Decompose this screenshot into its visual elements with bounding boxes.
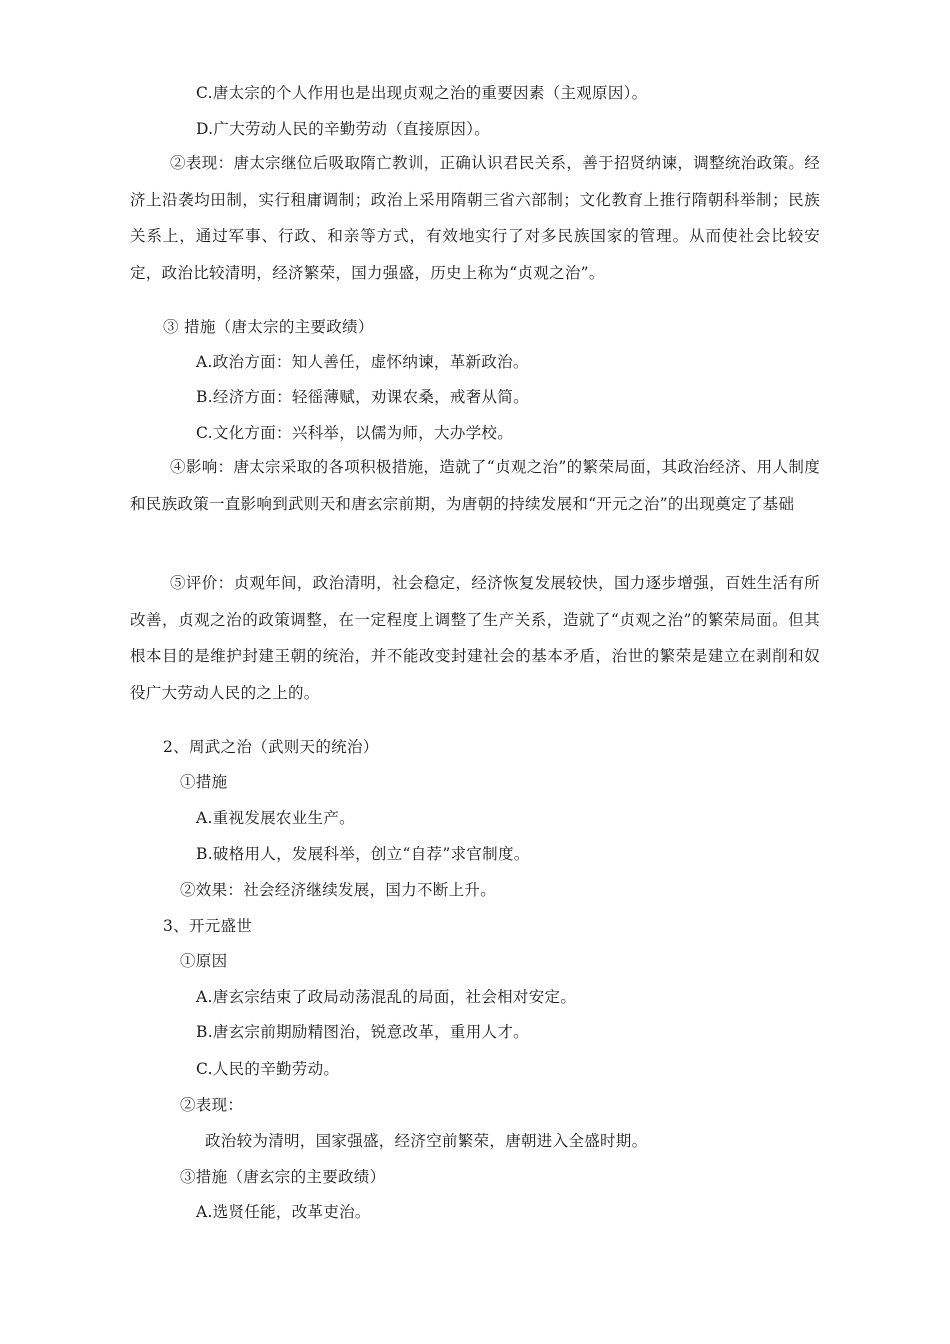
paragraph-text: ④影响：唐太宗采取的各项积极措施，造就了“贞观之治”的繁荣局面，其政治经济、用人制度和民族政策一直影响到武则天和唐玄宗前期，为唐朝的持续发展和“开元之治”的出现奠定了基础 bbox=[130, 458, 820, 513]
section-heading: 2、周武之治（武则天的统治） bbox=[163, 738, 379, 756]
paragraph-text: ②表现：唐太宗继位后吸取隋亡教训，正确认识君民关系，善于招贤纳谏，调整统治政策。经济上沿袭均田制，实行租庸调制；政治上采用隋朝三省六部制；文化教育上推行隋朝科举制；民族关系上，通过军事、行政、和亲等方式，有效地实行了对多民族国家的管理。从而使社会比较安定，政治比较清明，经济繁荣，国力强盛，历史上称为“贞观之治”。 bbox=[130, 154, 820, 282]
text-line: D.广大劳动人民的辛勤劳动（直接原因）。 bbox=[196, 120, 491, 138]
sub-heading: ②表现： bbox=[180, 1096, 244, 1114]
text-line: C.唐太宗的个人作用也是出现贞观之治的重要因素（主观原因）。 bbox=[196, 84, 648, 102]
section-heading: ③ 措施（唐太宗的主要政绩） bbox=[163, 318, 374, 336]
text-line: A.唐玄宗结束了政局动荡混乱的局面，社会相对安定。 bbox=[196, 988, 577, 1006]
text-line: B.唐玄宗前期励精图治，锐意改革，重用人才。 bbox=[196, 1023, 529, 1041]
text-line: A.选贤任能，改革吏治。 bbox=[196, 1203, 371, 1221]
text-line: A.重视发展农业生产。 bbox=[196, 809, 355, 827]
paragraph-evaluation bbox=[130, 565, 820, 711]
text-line: C.人民的辛勤劳动。 bbox=[196, 1060, 340, 1078]
text-line: B.经济方面：轻徭薄赋，劝课农桑，戒奢从简。 bbox=[196, 388, 529, 406]
text-line: B.破格用人，发展科举，创立“自荐”求官制度。 bbox=[196, 845, 530, 863]
sub-heading: ①原因 bbox=[180, 952, 228, 970]
section-heading: 3、开元盛世 bbox=[163, 917, 253, 935]
paragraph-performance bbox=[130, 145, 820, 291]
text-line: A.政治方面：知人善任，虚怀纳谏，革新政治。 bbox=[196, 353, 529, 371]
sub-heading: ①措施 bbox=[180, 773, 228, 791]
sub-heading: ②效果：社会经济继续发展，国力不断上升。 bbox=[180, 881, 497, 899]
text-line: C.文化方面：兴科举，以儒为师，大办学校。 bbox=[196, 424, 514, 442]
text-line: 政治较为清明，国家强盛，经济空前繁荣，唐朝进入全盛时期。 bbox=[205, 1132, 648, 1150]
paragraph-influence bbox=[130, 449, 820, 522]
sub-heading: ③措施（唐玄宗的主要政绩） bbox=[180, 1168, 386, 1186]
paragraph-text: ⑤评价：贞观年间，政治清明，社会稳定，经济恢复发展较快，国力逐步增强，百姓生活有所改善，贞观之治的政策调整，在一定程度上调整了生产关系，造就了“贞观之治”的繁荣局面。但其根本目的是维护封建王朝的统治，并不能改变封建社会的基本矛盾，治世的繁荣是建立在剥削和奴役广大劳动人民的之上的。 bbox=[130, 574, 820, 702]
